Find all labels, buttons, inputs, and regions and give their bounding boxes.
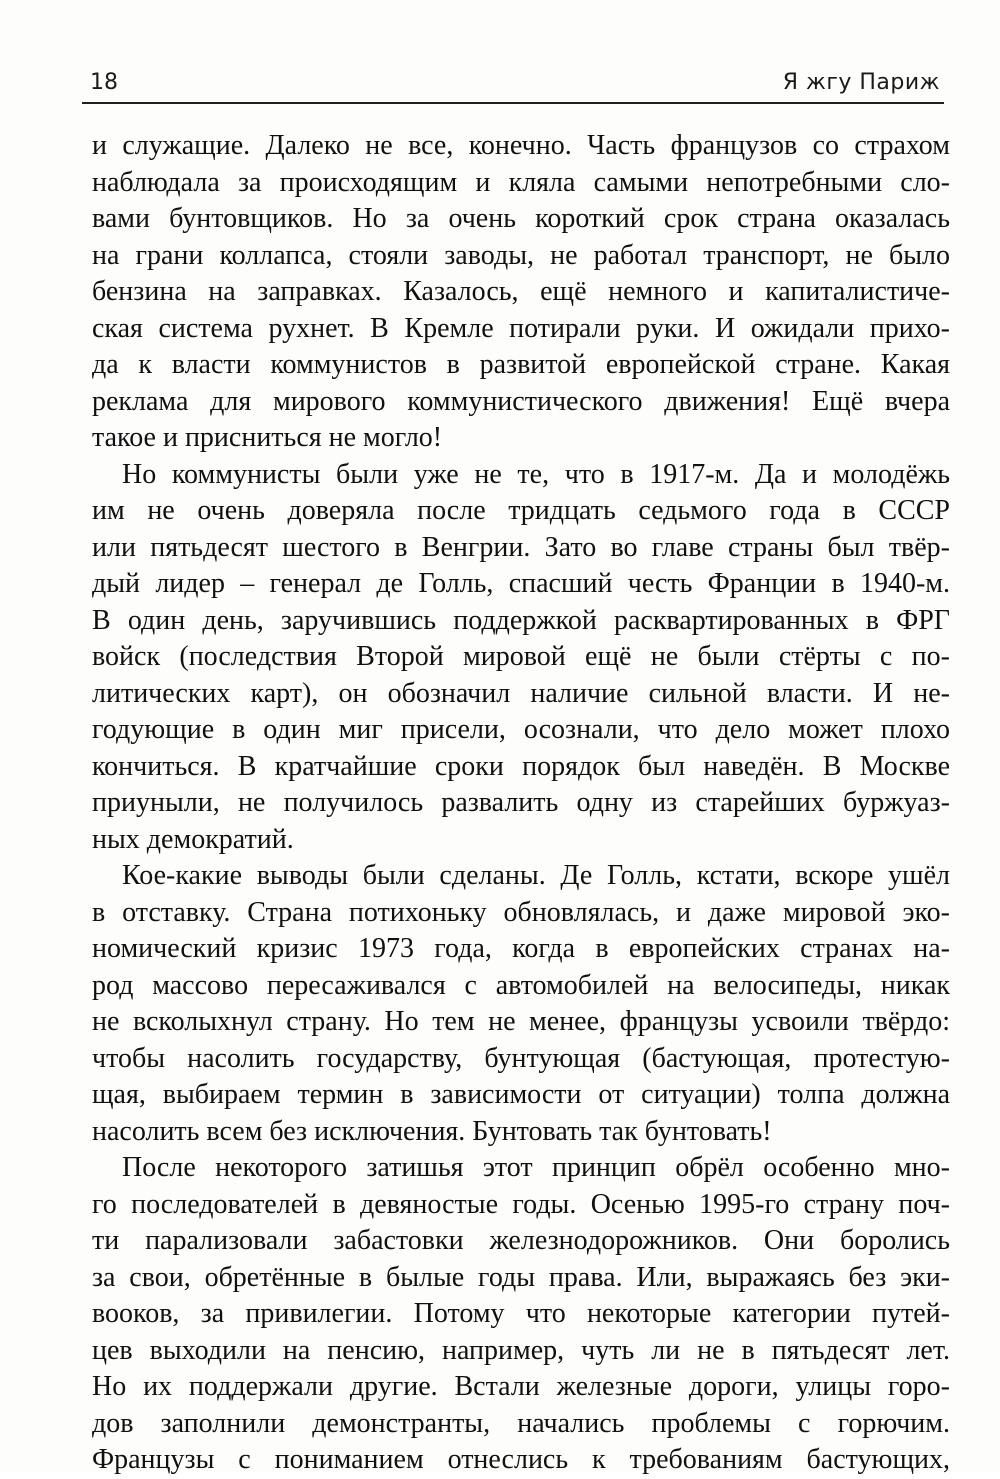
text-line: го последователей в девяностые годы. Осенью 1995-го страну поч- <box>92 1188 950 1220</box>
text-line: вооков, за привилегии. Потому что некоторые категории путей- <box>92 1298 950 1329</box>
text-line: бензина на заправках. Казалось, ещё немного и капиталистиче- <box>92 276 950 307</box>
body-text <box>92 128 950 1479</box>
text-line: род массово пересаживался с автомобилей на велосипеды, никак <box>92 969 950 1001</box>
text-line: приуныли, не получилось развалить одну из старейших буржуаз- <box>92 787 950 818</box>
text-line: насолить всем без исключения. Бунтовать так бунтовать! <box>92 1115 772 1147</box>
text-line: войск (последствия Второй мировой ещё не были стёрты с по- <box>92 641 950 672</box>
text-line: на грани коллапса, стояли заводы, не работал транспорт, не было <box>92 239 950 271</box>
text-line: В один день, заручившись поддержкой расквартированных в ФРГ <box>92 604 950 636</box>
text-line: за свои, обретённые в былые годы права. Или, выражаясь без эки- <box>92 1261 950 1293</box>
text-line: или пятьдесят шестого в Венгрии. Зато во главе страны был твёр- <box>92 531 950 563</box>
text-line: чтобы насолить государству, бунтующая (бастующая, протестую- <box>92 1042 950 1074</box>
text-line: цев выходили на пенсию, например, чуть ли не в пятьдесят лет. <box>92 1334 950 1366</box>
page-number: 18 <box>90 70 118 95</box>
text-line: вами бунтовщиков. Но за очень короткий срок страна оказалась <box>92 203 950 234</box>
text-line: Кое-какие выводы были сделаны. Де Голль, кстати, вскоре ушёл <box>122 860 950 891</box>
text-line: После некоторого затишья этот принцип обрёл особенно мно- <box>122 1152 950 1183</box>
text-line: и служащие. Далеко не все, конечно. Часть французов со страхом <box>92 130 950 161</box>
text-line: им не очень доверяла после тридцать седьмого года в СССР <box>92 495 950 526</box>
text-line: такое и присниться не могло! <box>92 422 443 453</box>
text-line: ти парализовали забастовки железнодорожников. Они боролись <box>92 1225 950 1256</box>
text-line: дый лидер – генерал де Голль, спасший честь Франции в 1940-м. <box>92 568 950 599</box>
book-title: Я жгу Париж <box>782 70 940 95</box>
text-line: литических карт), он обозначил наличие сильной власти. И не- <box>92 677 950 709</box>
text-line: Но их поддержали другие. Встали железные дороги, улицы горо- <box>92 1371 950 1402</box>
text-line: Но коммунисты были уже не те, что в 1917-м. Да и молодёжь <box>122 458 950 490</box>
text-line: номический кризис 1973 года, когда в европейских странах на- <box>92 933 950 964</box>
running-header <box>82 66 944 104</box>
paragraph <box>92 457 950 859</box>
text-line: да к власти коммунистов в развитой европейской стране. Какая <box>92 349 950 380</box>
paragraph <box>92 128 950 457</box>
text-line: Французы с пониманием отнеслись к требованиям бастующих, <box>92 1444 950 1475</box>
text-line: кончиться. В кратчайшие сроки порядок был наведён. В Москве <box>92 750 950 782</box>
paragraph <box>92 1150 950 1479</box>
text-line: ных демократий. <box>92 823 294 855</box>
text-line: ская система рухнет. В Кремле потирали руки. И ожидали прихо- <box>92 312 950 344</box>
text-line: реклама для мирового коммунистического движения! Ещё вчера <box>92 385 950 417</box>
text-line: годующие в один миг присели, осознали, что дело может плохо <box>92 714 950 745</box>
text-line: в отставку. Страна потихоньку обновлялась, и даже мировой эко- <box>92 896 950 928</box>
text-line: наблюдала за происходящим и кляла самыми непотребными сло- <box>92 166 950 198</box>
text-line: щая, выбираем термин в зависимости от ситуации) толпа должна <box>92 1079 950 1110</box>
text-line: не всколыхнул страну. Но тем не менее, французы усвоили твёрдо: <box>92 1006 950 1037</box>
paragraph <box>92 858 950 1150</box>
text-line: дов заполнили демонстранты, начались проблемы с горючим. <box>92 1407 950 1439</box>
